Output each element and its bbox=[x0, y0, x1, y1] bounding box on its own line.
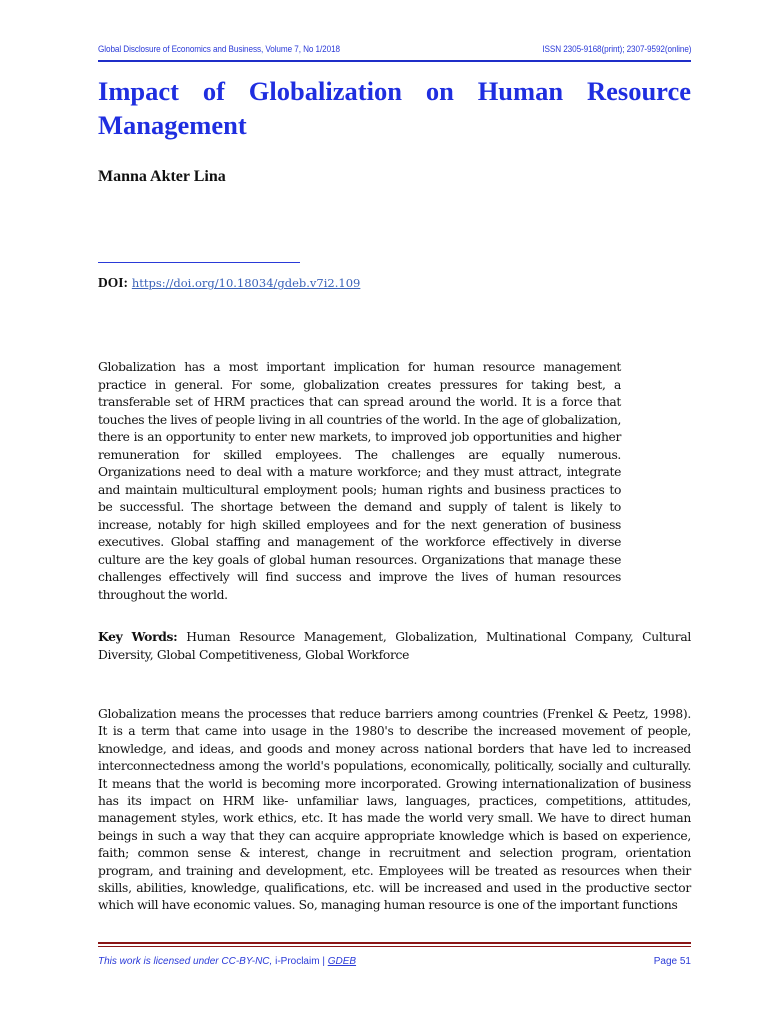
keywords bbox=[98, 628, 691, 664]
running-header bbox=[98, 44, 691, 58]
doi-line bbox=[98, 275, 360, 291]
footnote-divider bbox=[98, 262, 300, 263]
keywords-label: Key Words: bbox=[98, 629, 178, 644]
footer-divider-thin bbox=[98, 946, 691, 947]
license-text: This work is licensed under CC-BY-NC, bbox=[98, 956, 273, 967]
abstract-text: Globalization has a most important implication for human resource management practice in general. For some, globalization creates pressures for taking best, a transferable set of HRM practices that can spread around the world. It is a force that touches the lives of people living in all countries of the world. In the age of globalization, there is an opportunity to enter new markets, to improved job opportunities and higher remuneration for skilled employees. The challenges are equally numerous. Organizations need to deal with a mature workforce; and they must attract, integrate and maintain multicultural employment pools; human rights and business practices to be successful. The shortage between the demand and supply of talent is likely to increase, notably for high skilled employees and for the next generation of business executives. Global staffing and management of the workforce effectively in diverse culture are the key goals of global human resources. Organizations that manage these challenges effectively will find success and improve the lives of human resources throughout the world. bbox=[98, 360, 621, 602]
page-number: Page 51 bbox=[653, 956, 691, 967]
doi-label: DOI: bbox=[98, 275, 128, 290]
issn: ISSN 2305-9168(print); 2307-9592(online) bbox=[541, 44, 691, 55]
header-divider bbox=[98, 60, 691, 62]
keywords-list: Human Resource Management, Globalization, Multinational Company, Cultural Diversity, Global Competitiveness, Global Workforce bbox=[98, 630, 692, 662]
doi-link[interactable]: https://doi.org/10.18034/gdeb.v7i2.109 bbox=[131, 276, 361, 290]
introduction-text: Globalization means the processes that reduce barriers among countries (Frenkel & Peetz, 1998). It is a term that came into usage in the 1980's to describe the increased movement of people, knowledge, and ideas, and goods and money across national borders that have led to increased interconnectedness among the world's populations, economically, politically, socially and culturally. It means that the world is becoming more incorporated. Growing internationalization of business has its impact on HRM like- unfamiliar laws, languages, practices, competitions, attitudes, management styles, work ethics, etc. It has made the world very small. We have to direct human beings in such a way that they can acquire appropriate knowledge which is based on experience, faith; common sense & interest, change in recruitment and selection program, orientation program, and training and development, etc. Employees will be treated as resources when their skills, abilities, knowledge, qualifications, etc. will be increased and used in the productive sector which will have economic values. So, managing human resource is one of the important functions bbox=[98, 707, 691, 913]
journal-abbrev-link[interactable]: GDEB bbox=[327, 956, 357, 967]
publisher-text: i-Proclaim | bbox=[272, 956, 328, 967]
author-name: Manna Akter Lina bbox=[98, 168, 226, 185]
article-title: Impact of Globalization on Human Resource Management bbox=[98, 76, 691, 140]
footer-license-line bbox=[98, 956, 356, 967]
page-footer bbox=[98, 956, 691, 970]
footer-divider-thick bbox=[98, 942, 691, 944]
journal-citation: Global Disclosure of Economics and Business, Volume 7, No 1/2018 bbox=[98, 44, 341, 55]
